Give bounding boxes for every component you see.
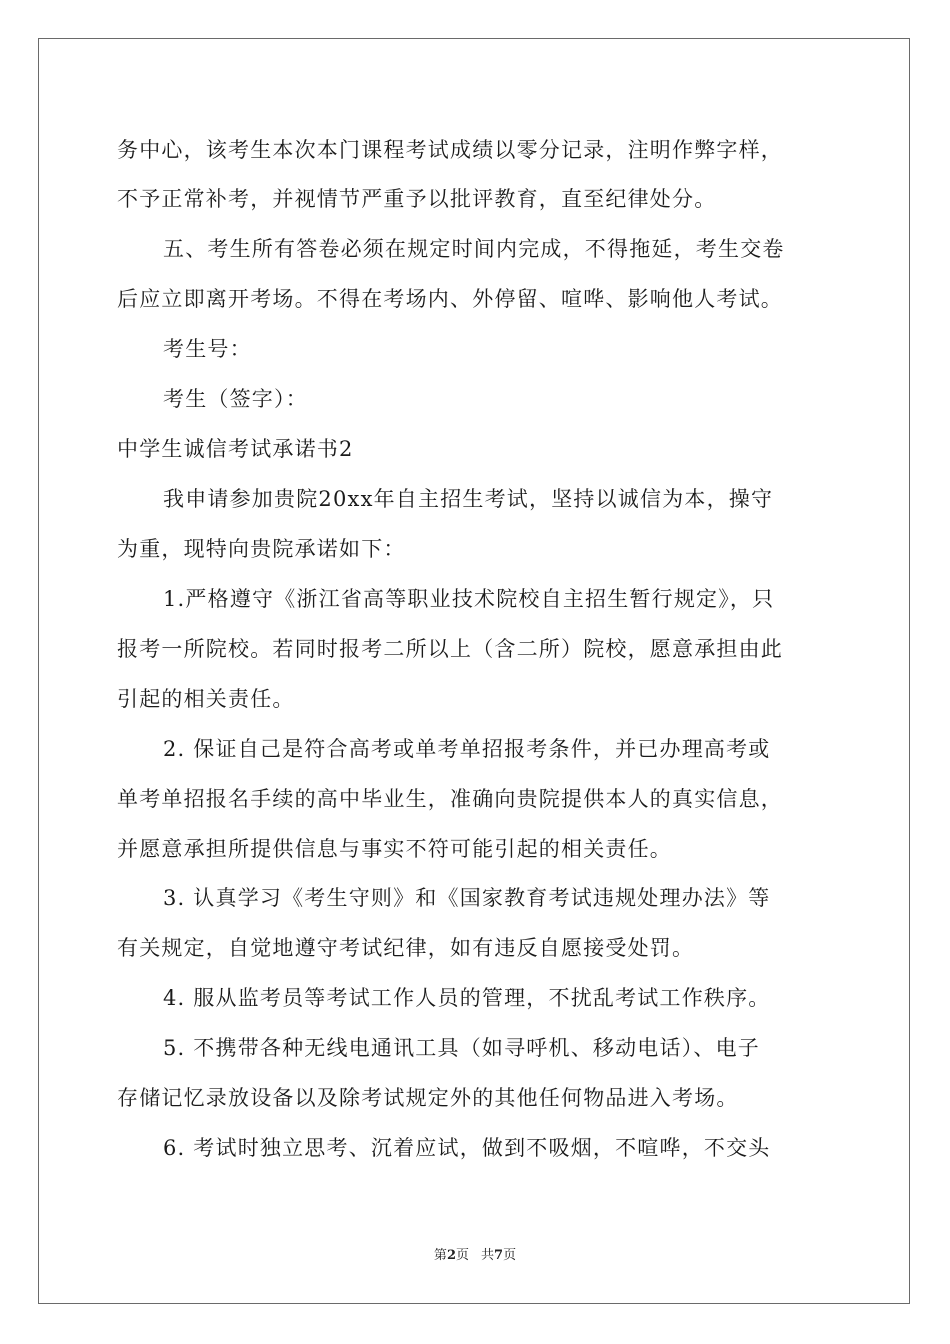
total-prefix: 共 xyxy=(481,1248,495,1263)
text-line: 4. 服从监考员等考试工作人员的管理，不扰乱考试工作秩序。 xyxy=(163,986,771,1010)
text-line: 单考单招报名手续的高中毕业生，准确向贵院提供本人的真实信息， xyxy=(117,787,783,811)
text-line: 存储记忆录放设备以及除考试规定外的其他任何物品进入考场。 xyxy=(117,1086,739,1110)
text-line: 不予正常补考，并视情节严重予以批评教育，直至纪律处分。 xyxy=(117,187,717,211)
page-footer xyxy=(0,1247,950,1265)
text-line: 务中心，该考生本次本门课程考试成绩以零分记录，注明作弊字样， xyxy=(117,138,783,162)
text-line: 有关规定，自觉地遵守考试纪律，如有违反自愿接受处罚。 xyxy=(117,936,695,960)
page-border xyxy=(38,38,910,1304)
text-line: 后应立即离开考场。不得在考场内、外停留、喧哗、影响他人考试。 xyxy=(117,287,783,311)
text-line: 3. 认真学习《考生守则》和《国家教育考试违规处理办法》等 xyxy=(163,886,771,910)
text-line: 5. 不携带各种无线电通讯工具（如寻呼机、移动电话）、电子 xyxy=(163,1036,761,1060)
text-line: 引起的相关责任。 xyxy=(117,687,295,711)
text-line: 五、考生所有答卷必须在规定时间内完成，不得拖延，考生交卷 xyxy=(163,237,785,261)
page-prefix: 第 xyxy=(433,1248,447,1263)
total-page-number: 7 xyxy=(494,1248,504,1263)
text-line: 6. 考试时独立思考、沉着应试，做到不吸烟，不喧哗，不交头 xyxy=(163,1136,771,1160)
text-line: 为重，现特向贵院承诺如下： xyxy=(117,537,406,561)
current-page-number: 2 xyxy=(446,1248,456,1263)
section-heading: 中学生诚信考试承诺书2 xyxy=(117,437,354,461)
text-line: 报考一所院校。若同时报考二所以上（含二所）院校，愿意承担由此 xyxy=(117,637,783,661)
text-line: 1.严格遵守《浙江省高等职业技术院校自主招生暂行规定》，只 xyxy=(163,587,775,611)
text-line: 我申请参加贵院20xx年自主招生考试，坚持以诚信为本，操守 xyxy=(163,487,774,511)
text-line: 2. 保证自己是符合高考或单考单招报考条件，并已办理高考或 xyxy=(163,737,771,761)
page-suffix: 页 xyxy=(455,1248,469,1263)
candidate-number-label: 考生号： xyxy=(163,337,252,361)
total-suffix: 页 xyxy=(503,1248,517,1263)
text-line: 并愿意承担所提供信息与事实不符可能引起的相关责任。 xyxy=(117,837,672,861)
candidate-signature-label: 考生（签字）： xyxy=(163,387,308,411)
